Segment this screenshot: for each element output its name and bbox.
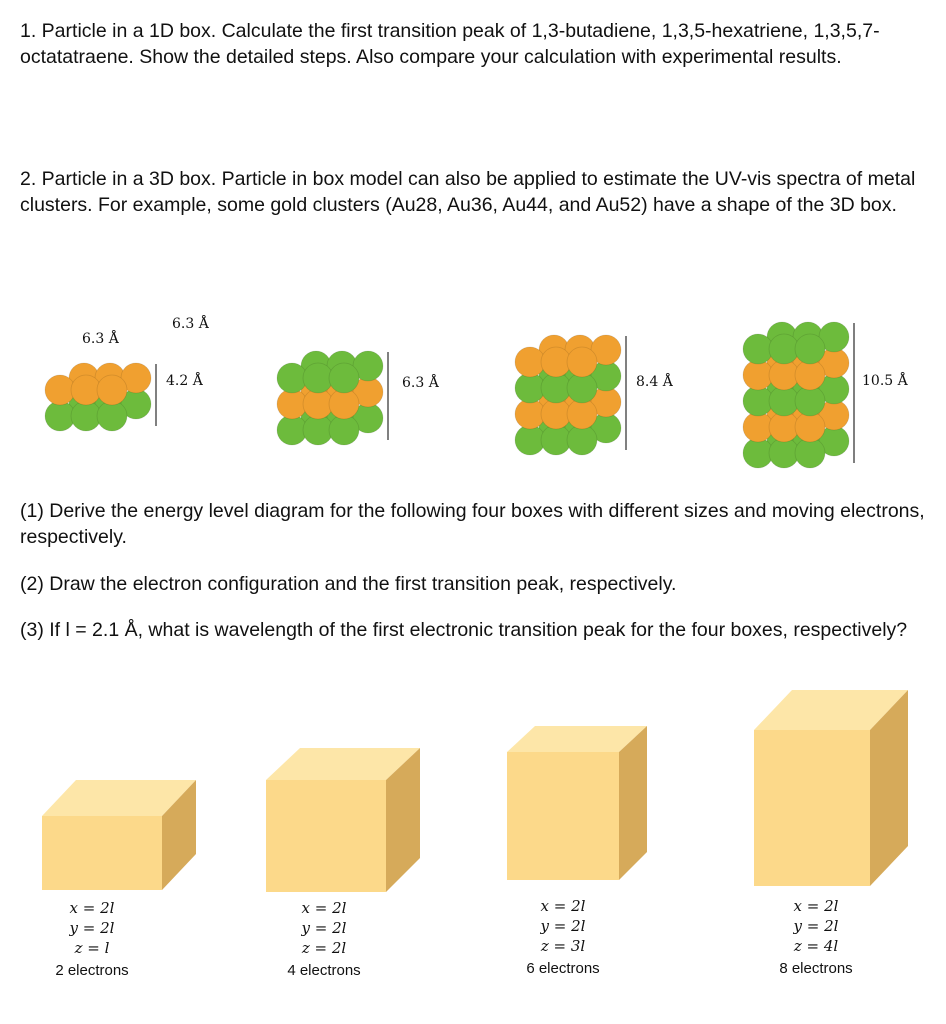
box-3-z: z = 3l bbox=[540, 937, 586, 955]
box-1-electrons: 2 electrons bbox=[55, 962, 129, 979]
atom-sphere bbox=[769, 438, 799, 468]
atom-sphere bbox=[71, 401, 101, 431]
atom-sphere bbox=[541, 373, 571, 403]
atom-sphere bbox=[45, 375, 75, 405]
atom-sphere bbox=[515, 425, 545, 455]
atom-sphere bbox=[541, 347, 571, 377]
atom-sphere bbox=[541, 399, 571, 429]
atom-sphere bbox=[303, 363, 333, 393]
atom-sphere bbox=[743, 334, 773, 364]
atom-sphere bbox=[97, 401, 127, 431]
atom-sphere bbox=[743, 412, 773, 442]
subquestion-1: (1) Derive the energy level diagram for the following four boxes with different sizes and moving electrons, respectively. bbox=[20, 500, 925, 548]
box-2-electrons: 4 electrons bbox=[287, 962, 361, 979]
cluster-1-height-label: 4.2 Å bbox=[166, 373, 203, 389]
box-3-dimensions bbox=[483, 896, 643, 956]
box-1-x: x = 2l bbox=[69, 899, 115, 917]
box-4-electrons: 8 electrons bbox=[779, 960, 853, 977]
box-4-y: y = 2l bbox=[793, 917, 839, 935]
atom-sphere bbox=[567, 425, 597, 455]
atom-sphere bbox=[329, 363, 359, 393]
box-1-dimensions bbox=[12, 898, 172, 958]
box-4-x: x = 2l bbox=[793, 897, 839, 915]
atom-sphere bbox=[567, 347, 597, 377]
atom-sphere bbox=[277, 415, 307, 445]
box-1-z: z = l bbox=[74, 939, 110, 957]
atom-sphere bbox=[329, 415, 359, 445]
cluster-3-height-label: 8.4 Å bbox=[636, 374, 673, 390]
question-2: 2. Particle in a 3D box. Particle in box model can also be applied to estimate the UV-vis spectra of metal clusters. For example, some gold clusters (Au28, Au36, Au44, and Au52) have a shape of the 3D box. bbox=[20, 168, 916, 216]
question-1: 1. Particle in a 1D box. Calculate the first transition peak of 1,3-butadiene, 1,3,5-hexatriene, 1,3,5,7-octatatraene. Show the detailed steps. Also compare your calculation with experimental results. bbox=[20, 20, 880, 68]
box-4-z: z = 4l bbox=[793, 937, 839, 955]
atom-sphere bbox=[795, 360, 825, 390]
atom-sphere bbox=[45, 401, 75, 431]
atom-sphere bbox=[303, 415, 333, 445]
atom-sphere bbox=[567, 399, 597, 429]
atom-sphere bbox=[795, 412, 825, 442]
box-3-x: x = 2l bbox=[540, 897, 586, 915]
box-3-y: y = 2l bbox=[540, 917, 586, 935]
cluster-4-height-label: 10.5 Å bbox=[862, 373, 908, 389]
atom-sphere bbox=[541, 425, 571, 455]
atom-sphere bbox=[743, 386, 773, 416]
box-4-dimensions bbox=[736, 896, 896, 956]
cluster-2-height-label: 6.3 Å bbox=[402, 375, 439, 391]
box-1-y: y = 2l bbox=[69, 919, 115, 937]
box-2-image bbox=[264, 746, 424, 894]
box-2-y: y = 2l bbox=[301, 919, 347, 937]
atom-sphere bbox=[743, 360, 773, 390]
atom-sphere bbox=[567, 373, 597, 403]
atom-sphere bbox=[795, 334, 825, 364]
box-4-image bbox=[752, 688, 912, 890]
box-3-image bbox=[505, 724, 655, 884]
atom-sphere bbox=[515, 399, 545, 429]
box-2-x: x = 2l bbox=[301, 899, 347, 917]
atom-sphere bbox=[515, 347, 545, 377]
atom-sphere bbox=[71, 375, 101, 405]
atom-sphere bbox=[769, 334, 799, 364]
atom-sphere bbox=[329, 389, 359, 419]
atom-sphere bbox=[795, 386, 825, 416]
atom-sphere bbox=[769, 360, 799, 390]
box-2-dimensions bbox=[244, 898, 404, 958]
atom-sphere bbox=[303, 389, 333, 419]
atom-sphere bbox=[769, 386, 799, 416]
cluster-1-width-label: 6.3 Å bbox=[82, 331, 119, 347]
subquestion-2: (2) Draw the electron configuration and the first transition peak, respectively. bbox=[20, 573, 677, 595]
atom-sphere bbox=[277, 389, 307, 419]
box-3-electrons: 6 electrons bbox=[526, 960, 600, 977]
atom-sphere bbox=[515, 373, 545, 403]
cluster-au52-image bbox=[728, 290, 878, 475]
box-2-z: z = 2l bbox=[301, 939, 347, 957]
atom-sphere bbox=[277, 363, 307, 393]
cluster-au36-image bbox=[262, 312, 412, 452]
atom-sphere bbox=[97, 375, 127, 405]
box-1-image bbox=[40, 778, 200, 893]
atom-sphere bbox=[795, 438, 825, 468]
atom-sphere bbox=[769, 412, 799, 442]
cluster-1-depth-label: 6.3 Å bbox=[172, 316, 209, 332]
cluster-au44-image bbox=[500, 302, 650, 462]
atom-sphere bbox=[743, 438, 773, 468]
subquestion-3: (3) If l = 2.1 Å, what is wavelength of the first electronic transition peak for the four boxes, respectively? bbox=[20, 619, 908, 641]
